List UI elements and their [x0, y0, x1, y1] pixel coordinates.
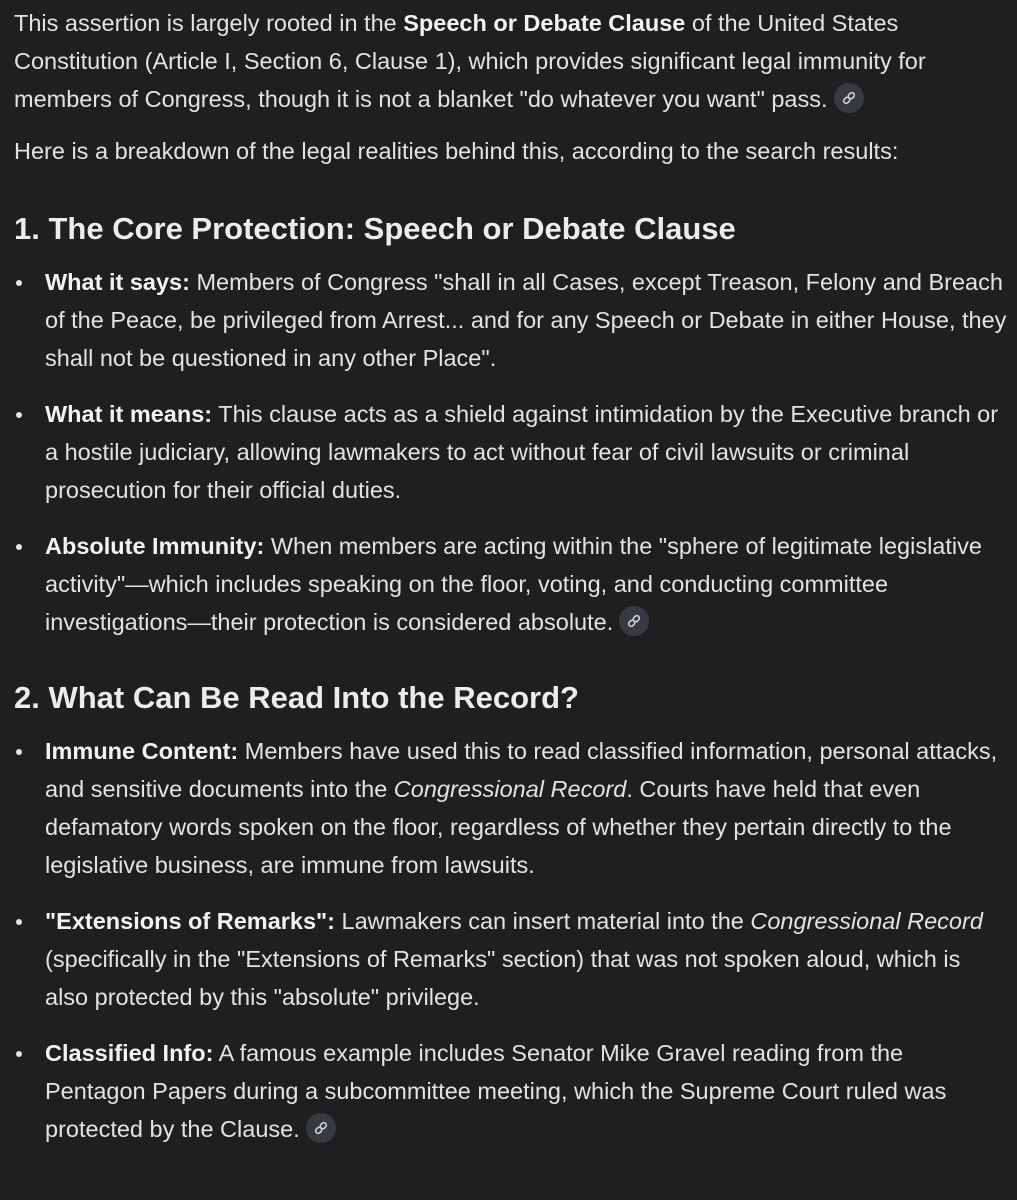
item-label: Classified Info:	[45, 1040, 214, 1066]
item-label: What it says:	[45, 269, 190, 295]
item-italic: Congressional Record	[393, 776, 627, 802]
item-label: "Extensions of Remarks":	[45, 908, 336, 934]
list-item	[14, 527, 1007, 641]
item-text: When members are acting within the "sphere of legitimate legislative activity"—which includes speaking on the floor, voting, and conducting committee investigations—their protection is considered absolute.	[45, 533, 982, 635]
item-text: Lawmakers can insert material into the	[335, 908, 751, 934]
link-icon	[626, 613, 642, 629]
list-item	[14, 395, 1007, 509]
list-item	[14, 263, 1007, 377]
intro-text-after: of the United States Constitution (Article I, Section 6, Clause 1), which provides significant legal immunity for members of Congress, though it is not a blanket "do whatever you want" pass.	[14, 10, 926, 112]
list-item	[14, 1034, 1007, 1148]
intro-text-before: This assertion is largely rooted in the	[14, 10, 404, 36]
source-link-button[interactable]	[834, 83, 864, 113]
breakdown-paragraph: Here is a breakdown of the legal realities behind this, according to the search results:	[14, 138, 899, 164]
item-text: Members have used this to read classified information, personal attacks, and sensitive documents into the	[45, 738, 998, 802]
intro-bold-term: Speech or Debate Clause	[403, 10, 686, 36]
source-link-button[interactable]	[306, 1113, 336, 1143]
section-1-heading: 1. The Core Protection: Speech or Debate Clause	[14, 211, 736, 246]
item-text: (specifically in the "Extensions of Remarks" section) that was not spoken aloud, which is also protected by this "absolute" privilege.	[45, 946, 961, 1010]
item-text: This clause acts as a shield against intimidation by the Executive branch or a hostile judiciary, allowing lawmakers to act without fear of civil lawsuits or criminal prosecution for their official duties.	[45, 401, 999, 503]
item-label: Absolute Immunity:	[45, 533, 265, 559]
intro-paragraph	[14, 0, 1007, 118]
list-item	[14, 902, 1007, 1016]
item-italic: Congressional Record	[750, 908, 983, 934]
section-2-list	[14, 732, 1007, 1148]
item-text: A famous example includes Senator Mike Gravel reading from the Pentagon Papers during a subcommittee meeting, which the Supreme Court ruled was protected by the Clause.	[45, 1040, 947, 1142]
section-2-heading: 2. What Can Be Read Into the Record?	[14, 680, 579, 715]
item-label: Immune Content:	[45, 738, 239, 764]
item-text: Members of Congress "shall in all Cases, except Treason, Felony and Breach of the Peace, be privileged from Arrest... and for any Speech or Debate in either House, they shall not be questioned in any other Place".	[45, 269, 1007, 371]
source-link-button[interactable]	[619, 606, 649, 636]
item-text: . Courts have held that even defamatory words spoken on the floor, regardless of whether they pertain directly to the legislative business, are immune from lawsuits.	[45, 776, 952, 878]
section-1-list	[14, 263, 1007, 641]
list-item	[14, 732, 1007, 884]
item-label: What it means:	[45, 401, 213, 427]
link-icon	[313, 1120, 329, 1136]
link-icon	[841, 90, 857, 106]
